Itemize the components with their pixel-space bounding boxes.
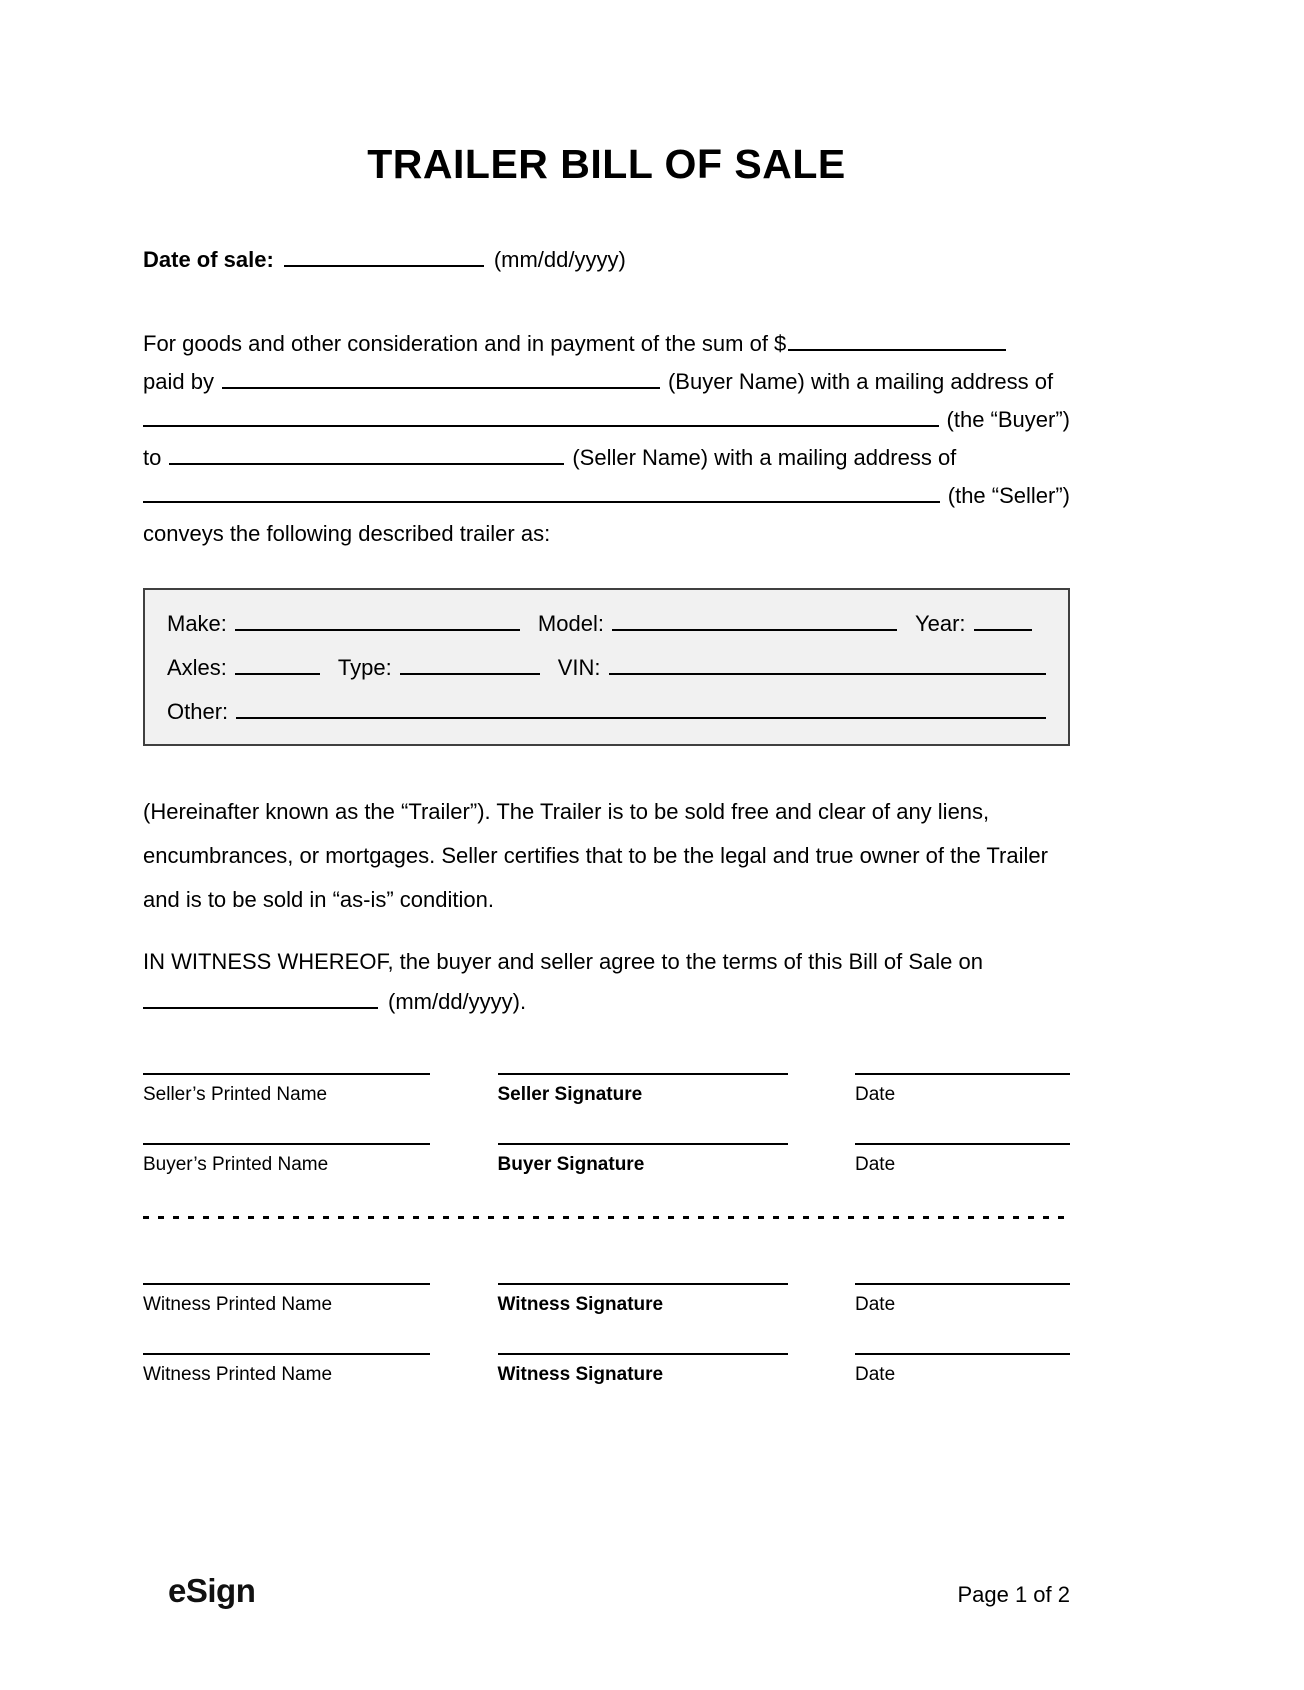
vin-label: VIN:: [557, 655, 601, 680]
witness-2-printed-name-label: Witness Printed Name: [143, 1364, 333, 1385]
type-label: Type:: [337, 655, 392, 680]
buyer-address-line: [143, 401, 1070, 439]
page-number: Page 1 of 2: [957, 1582, 1070, 1607]
seller-name-line: [143, 439, 1070, 477]
witness-2-date-label: Date: [855, 1364, 896, 1385]
seller-name-field[interactable]: [169, 443, 564, 465]
seller-printed-name-label: Seller’s Printed Name: [143, 1084, 328, 1105]
seller-name-suffix: (Seller Name) with a mailing address of: [572, 445, 957, 470]
date-of-sale-row: [143, 245, 1070, 275]
buyer-signature-label: Buyer Signature: [497, 1154, 645, 1175]
buyer-date-label: Date: [855, 1154, 896, 1175]
buyer-signature-row: [143, 1143, 1070, 1176]
type-field[interactable]: [400, 653, 540, 675]
witness-clause: [143, 942, 1070, 1022]
seller-address-suffix: (the “Seller”): [947, 483, 1070, 508]
page-title: TRAILER BILL OF SALE: [367, 141, 846, 187]
buyer-address-suffix: (the “Buyer”): [946, 407, 1070, 432]
witness-clause-text-line: [143, 942, 1070, 982]
seller-signature-field[interactable]: [498, 1073, 788, 1106]
paid-by-prefix: paid by: [143, 369, 214, 394]
year-field[interactable]: [974, 609, 1032, 631]
buyer-signature-field[interactable]: [498, 1143, 788, 1176]
seller-date-field[interactable]: [855, 1073, 1070, 1106]
witness-1-signature-field[interactable]: [498, 1283, 788, 1316]
conveys-line: [143, 515, 1070, 553]
witness-1-date-label: Date: [855, 1294, 896, 1315]
date-of-sale-field[interactable]: [284, 245, 484, 267]
seller-signature-label: Seller Signature: [497, 1084, 643, 1105]
seller-address-line: [143, 477, 1070, 515]
buyer-printed-name-label: Buyer’s Printed Name: [143, 1154, 329, 1175]
trailer-box-row-1: [167, 602, 1046, 646]
witness-1-signature-label: Witness Signature: [497, 1294, 664, 1315]
axles-field[interactable]: [235, 653, 320, 675]
consideration-paragraph: [143, 325, 1070, 553]
seller-signature-row: [143, 1073, 1070, 1106]
buyer-address-field[interactable]: [143, 405, 939, 427]
trailer-box-row-3: [167, 690, 1046, 734]
sum-line: [143, 325, 1070, 363]
to-prefix: to: [143, 445, 162, 470]
trailer-box-row-2: [167, 646, 1046, 690]
conveys-text: conveys the following described trailer as:: [143, 521, 551, 546]
other-label: Other:: [167, 699, 229, 724]
document-content: [143, 0, 1070, 1386]
model-label: Model:: [537, 611, 604, 636]
witness-2-signature-field[interactable]: [498, 1353, 788, 1386]
buyer-name-suffix: (Buyer Name) with a mailing address of: [667, 369, 1054, 394]
buyer-name-field[interactable]: [222, 367, 660, 389]
witness-1-printed-name-field[interactable]: [143, 1283, 430, 1316]
trailer-details-box: [143, 588, 1070, 746]
sum-line-prefix: For goods and other consideration and in payment of the sum of $: [143, 331, 787, 356]
witness-2-signature-label: Witness Signature: [497, 1364, 664, 1385]
witness-clause-text: IN WITNESS WHEREOF, the buyer and seller agree to the terms of this Bill of Sale on: [143, 949, 983, 974]
buyer-printed-name-field[interactable]: [143, 1143, 430, 1176]
witness-clause-date-line: [143, 982, 1070, 1022]
buyer-name-line: [143, 363, 1070, 401]
date-of-sale-format-hint: (mm/dd/yyyy): [493, 247, 626, 272]
seller-address-field[interactable]: [143, 481, 940, 503]
make-label: Make:: [167, 611, 227, 636]
sum-amount-field[interactable]: [788, 329, 1006, 351]
witness-section-divider: [143, 1216, 1070, 1219]
year-label: Year:: [914, 611, 966, 636]
witness-1-printed-name-label: Witness Printed Name: [143, 1294, 333, 1315]
make-field[interactable]: [235, 609, 520, 631]
page-footer: [168, 1572, 1070, 1610]
agreement-date-format-hint: (mm/dd/yyyy).: [388, 989, 527, 1014]
vin-field[interactable]: [609, 653, 1046, 675]
axles-label: Axles:: [167, 655, 227, 680]
terms-paragraph: (Hereinafter known as the “Trailer”). The Trailer is to be sold free and clear of any liens, encumbrances, or mortgages. Seller certifies that to be the legal and true owner of the Trailer and is to be sold in “as-is” condition.: [143, 799, 1048, 912]
witness-2-date-field[interactable]: [855, 1353, 1070, 1386]
other-field[interactable]: [236, 697, 1046, 719]
esign-logo: eSign: [168, 1572, 256, 1609]
date-of-sale-label: Date of sale:: [143, 247, 274, 272]
buyer-date-field[interactable]: [855, 1143, 1070, 1176]
model-field[interactable]: [612, 609, 897, 631]
witness-1-signature-row: [143, 1283, 1070, 1316]
witness-2-printed-name-field[interactable]: [143, 1353, 430, 1386]
witness-1-date-field[interactable]: [855, 1283, 1070, 1316]
agreement-date-field[interactable]: [143, 987, 378, 1009]
seller-printed-name-field[interactable]: [143, 1073, 430, 1106]
witness-2-signature-row: [143, 1353, 1070, 1386]
seller-date-label: Date: [855, 1084, 896, 1105]
